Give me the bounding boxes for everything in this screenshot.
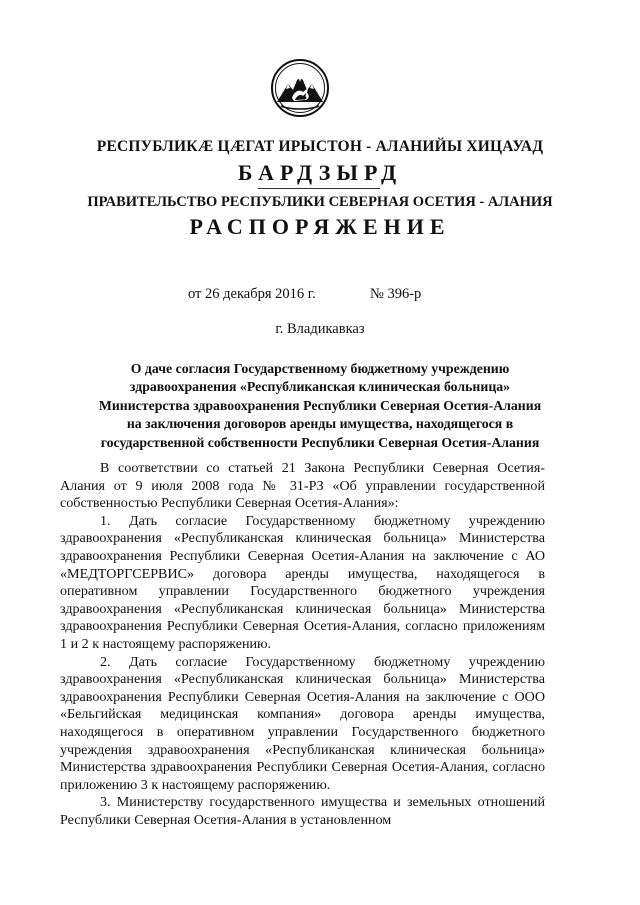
document-number: № 396-р xyxy=(370,286,422,302)
clause-1-paragraph: 1. Дать согласие Государственному бюджетному учреждению здравоохранения «Республиканская клиническая больница» Министерства здравоохранения Республики Северная Осетия-Алания на заключение с АО «МЕДТОРГСЕРВИС» договора аренды имущества, находящегося в оперативном управлении Государственного бюджетного учреждения здравоохранения «Республиканская клиническая больница» Министерства здравоохранения Республики Северная Осетия-Алания, согласно приложениям 1 и 2 к настоящему распоряжению. xyxy=(60,512,545,652)
title-line: на заключения договоров аренды имущества, находящегося в xyxy=(126,416,514,432)
ossetian-republic-heading: РЕСПУБЛИКӔ ЦӔГАТ ИРЫСТОН - АЛАНИЙЫ ХИЦАУАД xyxy=(96,138,544,155)
clause-2-paragraph: 2. Дать согласие Государственному бюджетному учреждению здравоохранения «Республиканская клиническая больница» Министерства здравоохранения Республики Северная Осетия-Алания на заключение с ООО «Бельгийская медицинская компания» договора аренды имущества, находящегося в оперативном управлении Государственного бюджетного учреждения здравоохранения «Республиканская клиническая больница» Министерства здравоохранения Республики Северная Осетия-Алания, согласно приложению 3 к настоящему распоряжению. xyxy=(60,653,545,793)
republic-coat-of-arms-icon xyxy=(270,58,330,118)
title-line: государственной собственности Республики Северная Осетия-Алания xyxy=(100,434,540,450)
clause-3-paragraph: 3. Министерству государственного имущества и земельных отношений Республики Северная Осетия-Алания в установленном xyxy=(60,794,545,828)
title-line: О даче согласия Государственному бюджетному учреждению xyxy=(130,361,510,376)
title-line: Министерства здравоохранения Республики Северная Осетия-Алания xyxy=(98,397,542,413)
preamble-paragraph: В соответствии со статьей 21 Закона Республики Северная Осетия-Алания от 9 июля 2008 года № 31-РЗ «Об управлении государственной собственностью Республики Северная Осетия-Алания»: xyxy=(60,460,545,512)
title-line: здравоохранения «Республиканская клиническая больница» xyxy=(129,379,511,395)
heading-underline xyxy=(258,188,380,189)
document-body xyxy=(60,460,545,829)
government-heading: ПРАВИТЕЛЬСТВО РЕСПУБЛИКИ СЕВЕРНАЯ ОСЕТИЯ - АЛАНИЯ xyxy=(87,194,553,210)
bardzyrd-heading: БАРДЗЫРД xyxy=(237,160,403,185)
document-title xyxy=(54,360,586,452)
document-city: г. Владикавказ xyxy=(275,321,365,337)
document-date: от 26 декабря 2016 г. xyxy=(188,286,316,302)
order-heading: РАСПОРЯЖЕНИЕ xyxy=(189,214,451,239)
